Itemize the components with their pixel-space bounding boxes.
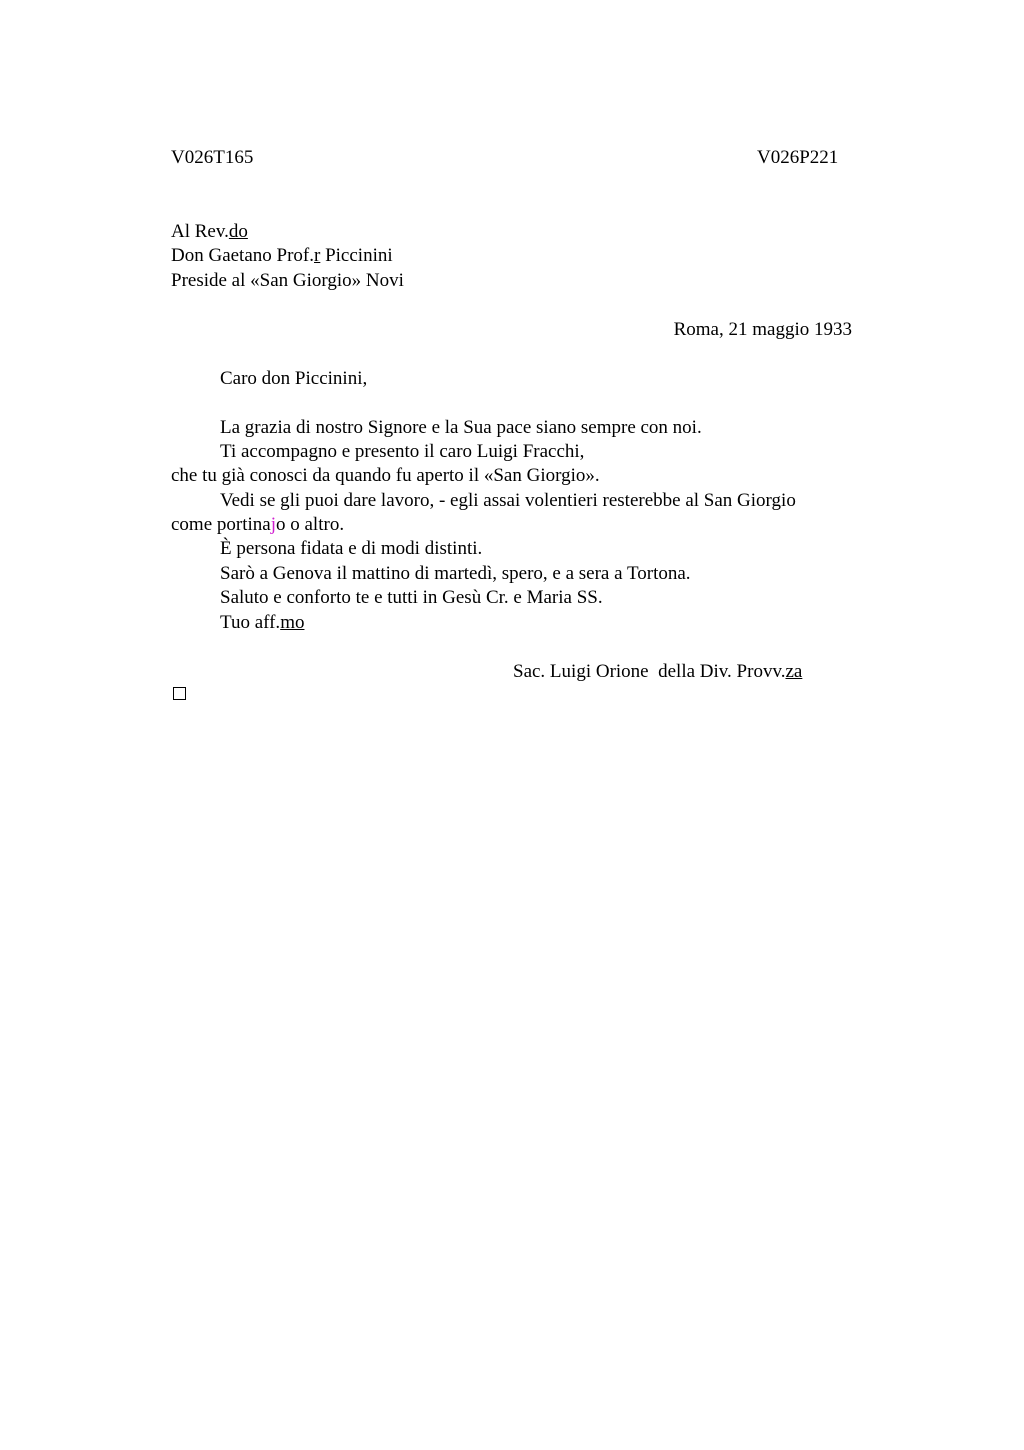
salutation: Caro don Piccinini, <box>220 368 368 389</box>
body-line-5-suffix: o o altro. <box>276 514 345 535</box>
signature <box>513 660 802 684</box>
body-line-4: Vedi se gli puoi dare lavoro, - egli assai volentieri resterebbe al San Giorgio <box>220 490 796 511</box>
body-line-3: che tu già conosci da quando fu aperto il «San Giorgio». <box>171 465 600 486</box>
address-line-1-abbrev: do <box>228 221 248 242</box>
body-line-2: Ti accompagno e presento il caro Luigi Fracchi, <box>220 441 585 462</box>
highlighted-letter: j <box>270 514 276 535</box>
address-line-1 <box>171 220 248 244</box>
document-code-left: V026T165 <box>171 147 254 168</box>
body-line-5 <box>171 513 344 537</box>
address-line-2-text: Don Gaetano Prof. <box>171 245 314 266</box>
body-line-5-prefix: come portina <box>171 514 271 535</box>
closing <box>220 611 304 635</box>
address-line-1-text: Al Rev. <box>171 221 229 242</box>
address-line-3: Preside al «San Giorgio» Novi <box>171 270 404 291</box>
document-code-right: V026P221 <box>757 147 839 168</box>
closing-abbrev: mo <box>280 612 305 633</box>
address-line-2 <box>171 244 393 268</box>
body-line-7: Sarò a Genova il mattino di martedì, spero, e a sera a Tortona. <box>220 563 691 584</box>
checkbox-icon <box>173 687 186 700</box>
closing-text: Tuo aff. <box>220 612 281 633</box>
signature-text: Sac. Luigi Orione della Div. Provv. <box>513 661 786 682</box>
body-line-6: È persona fidata e di modi distinti. <box>220 538 483 559</box>
body-line-1: La grazia di nostro Signore e la Sua pace siano sempre con noi. <box>220 417 702 438</box>
signature-abbrev: za <box>785 661 803 682</box>
address-line-2-suffix: Piccinini <box>320 245 393 266</box>
address-line-2-abbrev: r <box>314 245 321 266</box>
letter-date: Roma, 21 maggio 1933 <box>673 319 852 340</box>
body-line-8: Saluto e conforto te e tutti in Gesù Cr. e Maria SS. <box>220 587 603 608</box>
